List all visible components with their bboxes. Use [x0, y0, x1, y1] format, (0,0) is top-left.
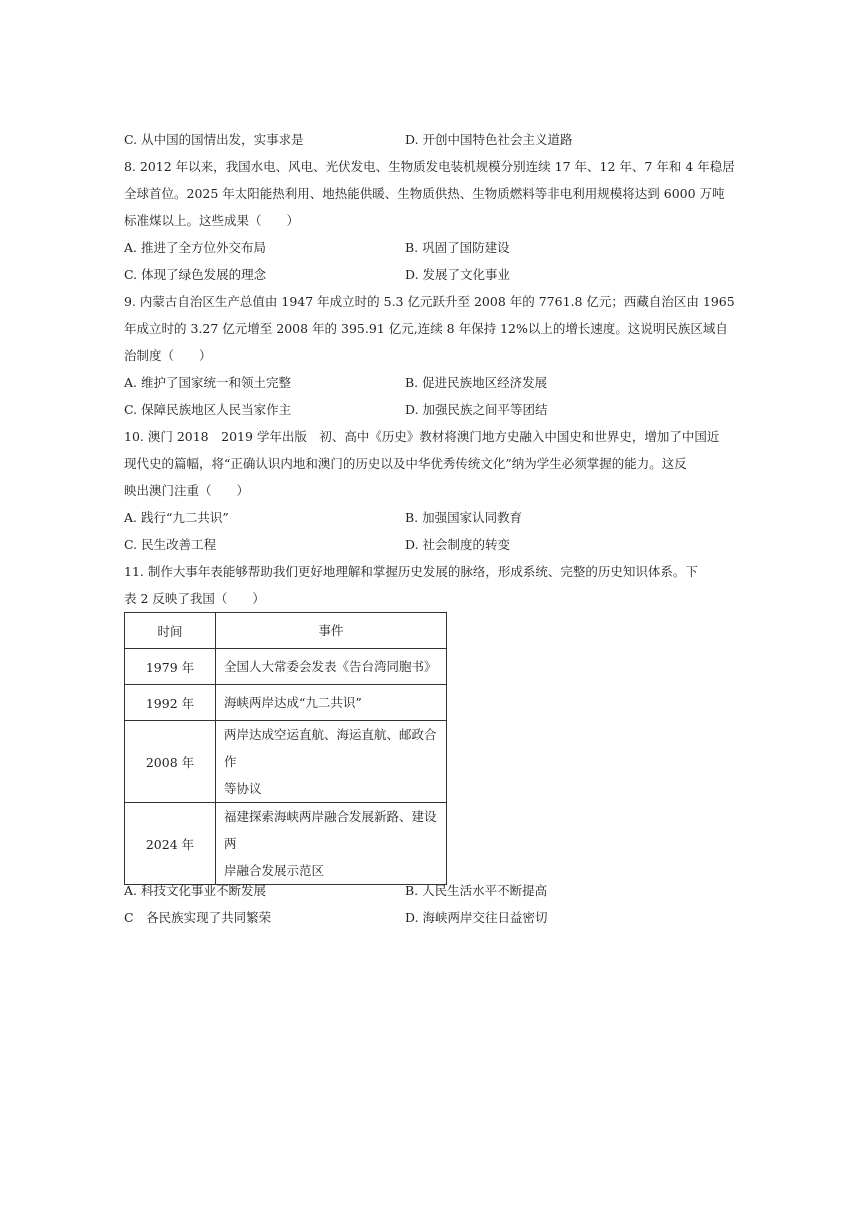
table-header-event: 事件 [216, 613, 447, 649]
q9-text-line-1: 9. 内蒙古自治区生产总值由 1947 年成立时的 5.3 亿元跃升至 2008 年的 7761.8 亿元；西藏自治区由 1965 [124, 294, 735, 309]
table-cell-year: 2008 年 [125, 721, 216, 803]
table-cell-event [216, 685, 447, 721]
table-cell-event [216, 803, 447, 885]
event-text-line: 福建探索海峡两岸融合发展新路、建设两 [224, 809, 437, 851]
q8-option-c[interactable]: C. 体现了绿色发展的理念 [124, 267, 267, 282]
q10-option-b[interactable]: B. 加强国家认同教育 [405, 510, 523, 525]
q10-option-a[interactable]: A. 践行“九二共识” [124, 510, 229, 525]
table-cell-year: 1979 年 [125, 649, 216, 685]
table-row [125, 649, 447, 685]
table-row [125, 803, 447, 885]
q9-text-line-3: 治制度（ ） [124, 348, 212, 363]
table-cell-year: 1992 年 [125, 685, 216, 721]
table-cell-year: 2024 年 [125, 803, 216, 885]
q9-text-line-2: 年成立时的 3.27 亿元增至 2008 年的 395.91 亿元,连续 8 年保持 12%以上的增长速度。这说明民族区域自 [124, 321, 728, 336]
q9-option-b[interactable]: B. 促进民族地区经济发展 [405, 375, 548, 390]
q9-option-a[interactable]: A. 维护了国家统一和领土完整 [124, 375, 291, 390]
table-row [125, 721, 447, 803]
q11-option-a[interactable]: A. 科技文化事业不断发展 [124, 883, 266, 898]
q8-text-line-3: 标准煤以上。这些成果（ ） [124, 213, 300, 228]
q10-option-d[interactable]: D. 社会制度的转变 [405, 537, 511, 552]
table-header-time: 时间 [125, 613, 216, 649]
q11-option-d[interactable]: D. 海峡两岸交往日益密切 [405, 910, 548, 925]
prev-option-c[interactable]: C. 从中国的国情出发，实事求是 [124, 132, 304, 147]
q8-option-b[interactable]: B. 巩固了国防建设 [405, 240, 510, 255]
q11-text-line-2: 表 2 反映了我国（ ） [124, 591, 265, 606]
events-table [124, 612, 447, 885]
q10-text-line-1: 10. 澳门 2018 2019 学年出版 初、高中《历史》教材将澳门地方史融入中国史和世界史，增加了中国近 [124, 429, 720, 444]
q9-option-d[interactable]: D. 加强民族之间平等团结 [405, 402, 548, 417]
q8-option-d[interactable]: D. 发展了文化事业 [405, 267, 511, 282]
event-text-line: 岸融合发展示范区 [224, 863, 325, 878]
q10-text-line-2: 现代史的篇幅，将“正确认识内地和澳门的历史以及中华优秀传统文化”纳为学生必须掌握的能力。这反 [124, 456, 687, 471]
q8-text-line-1: 8. 2012 年以来，我国水电、风电、光伏发电、生物质发电装机规模分别连续 17 年、12 年、7 年和 4 年稳居 [124, 159, 735, 174]
prev-option-d[interactable]: D. 开创中国特色社会主义道路 [405, 132, 573, 147]
q10-option-c[interactable]: C. 民生改善工程 [124, 537, 217, 552]
table-cell-event [216, 721, 447, 803]
q8-option-a[interactable]: A. 推进了全方位外交布局 [124, 240, 266, 255]
q11-text-line-1: 11. 制作大事年表能够帮助我们更好地理解和掌握历史发展的脉络，形成系统、完整的历史知识体系。下 [124, 564, 698, 579]
table-header-row [125, 613, 447, 649]
event-text-line: 等协议 [224, 781, 262, 796]
event-text-line: 两岸达成空运直航、海运直航、邮政合作 [224, 727, 437, 769]
event-text-line: 海峡两岸达成“九二共识” [224, 695, 362, 710]
event-text-line: 全国人大常委会发表《告台湾同胞书》 [224, 659, 437, 674]
q9-option-c[interactable]: C. 保障民族地区人民当家作主 [124, 402, 292, 417]
table-row [125, 685, 447, 721]
q10-text-line-3: 映出澳门注重（ ） [124, 483, 250, 498]
q11-option-b[interactable]: B. 人民生活水平不断提高 [405, 883, 548, 898]
table-cell-event [216, 649, 447, 685]
q11-option-c[interactable]: C 各民族实现了共同繁荣 [124, 910, 272, 925]
q8-text-line-2: 全球首位。2025 年太阳能热利用、地热能供暖、生物质供热、生物质燃料等非电利用规模将达到 6000 万吨 [124, 186, 725, 201]
